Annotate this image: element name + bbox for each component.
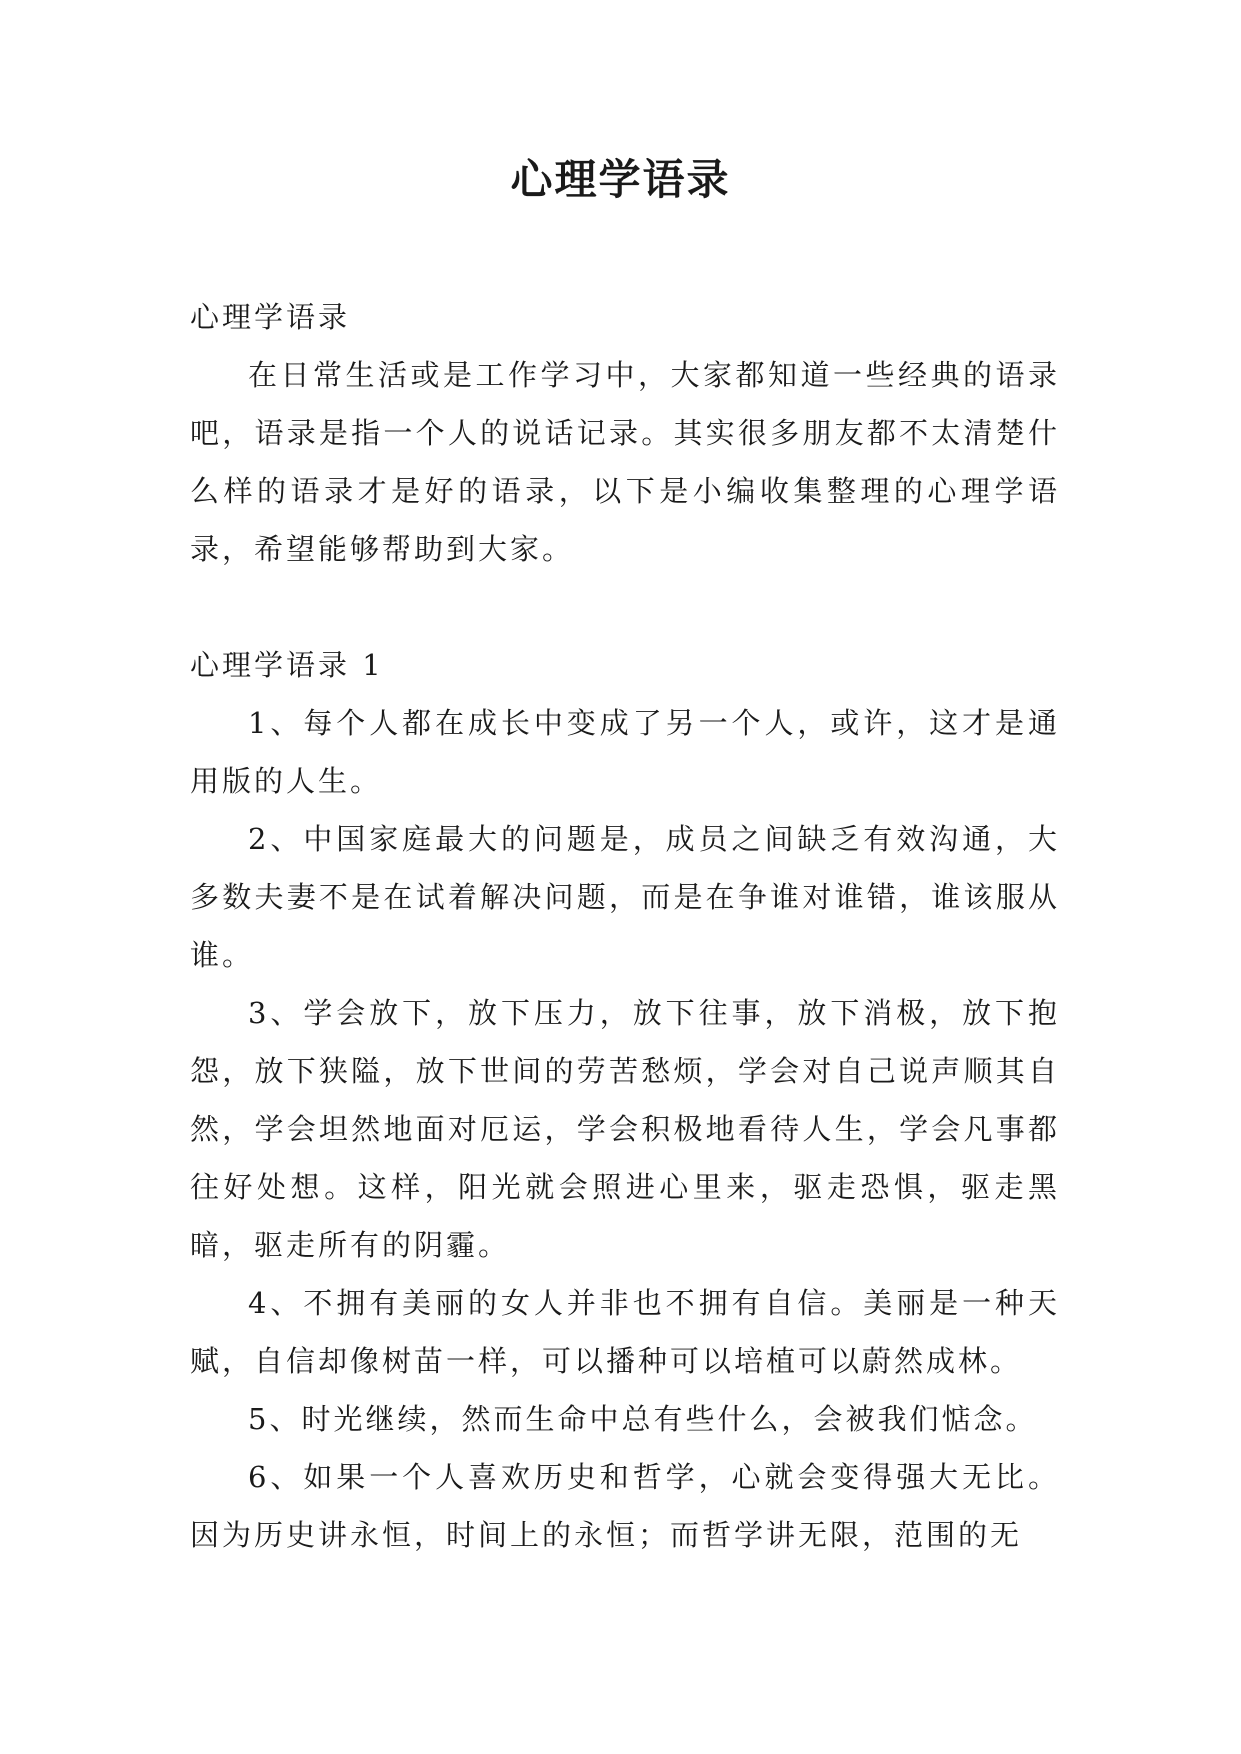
quote-item: 1、每个人都在成长中变成了另一个人，或许，这才是通用版的人生。 (190, 706, 1060, 798)
quote-item: 3、学会放下，放下压力，放下往事，放下消极，放下抱怨，放下狭隘，放下世间的劳苦愁烦，学会对自己说声顺其自然，学会坦然地面对厄运，学会积极地看待人生，学会凡事都往好处想。这样，阳光就会照进心里来，驱走恐惧，驱走黑暗，驱走所有的阴霾。 (190, 996, 1060, 1262)
document-body (190, 288, 1060, 1564)
quote-item: 4、不拥有美丽的女人并非也不拥有自信。美丽是一种天赋，自信却像树苗一样，可以播种可以培植可以蔚然成林。 (190, 1286, 1060, 1378)
quote-item: 2、中国家庭最大的问题是，成员之间缺乏有效沟通，大多数夫妻不是在试着解决问题，而是在争谁对谁错，谁该服从谁。 (190, 822, 1060, 972)
quote-item: 5、时光继续，然而生命中总有些什么，会被我们惦念。 (248, 1402, 1038, 1436)
quote-item: 6、如果一个人喜欢历史和哲学，心就会变得强大无比。因为历史讲永恒，时间上的永恒；而哲学讲无限，范围的无 (190, 1460, 1060, 1552)
section-spacer (190, 578, 1060, 636)
intro-heading: 心理学语录 (190, 300, 351, 334)
intro-paragraph: 在日常生活或是工作学习中，大家都知道一些经典的语录吧，语录是指一个人的说话记录。其实很多朋友都不太清楚什么样的语录才是好的语录，以下是小编收集整理的心理学语录，希望能够帮助到大家。 (190, 358, 1060, 566)
document-title: 心理学语录 (510, 155, 731, 204)
section-1-heading: 心理学语录 1 (190, 648, 384, 682)
